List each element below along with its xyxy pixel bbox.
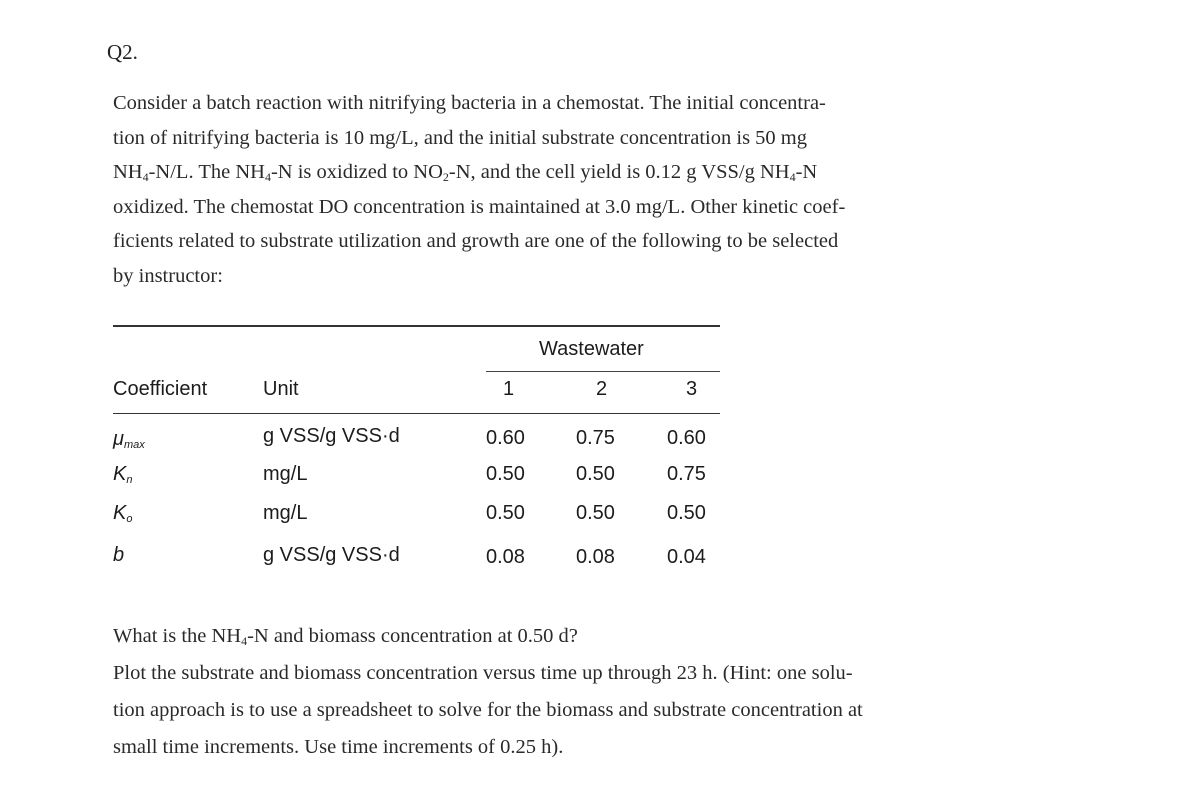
question-number: Q2. [107, 40, 138, 64]
statement-line-2: tion of nitrifying bacteria is 10 mg/L, and the initial substrate concentration is 50 mg [113, 126, 807, 149]
coef-kn [113, 463, 132, 486]
statement-line-1: Consider a batch reaction with nitrifying bacteria in a chemostat. The initial concentra- [113, 92, 826, 114]
value-cell: 0.60 [486, 427, 525, 449]
table-top-rule [113, 325, 720, 327]
col-1-header: 1 [503, 378, 515, 400]
statement-line-6: by instructor: [113, 264, 223, 287]
value-cell: 0.50 [576, 502, 615, 524]
value-cell: 0.08 [486, 546, 525, 568]
subscript-4: 4 [241, 634, 248, 648]
value-cell: 0.50 [667, 502, 706, 524]
text-nh: NH [113, 161, 143, 183]
symbol: K [113, 502, 127, 524]
statement-line-3 [113, 155, 1083, 190]
question-line-3: tion approach is to use a spreadsheet to solve for the biomass and substrate concentration at [113, 699, 863, 721]
value-cell: 0.75 [576, 427, 615, 449]
subscript-2: 2 [442, 170, 449, 184]
text-frag: -N, and the cell yield is 0.12 g VSS/g NH [448, 161, 790, 183]
symbol: K [113, 463, 127, 485]
coefficient-header: Coefficient [113, 378, 208, 400]
subscript-4: 4 [142, 170, 149, 184]
unit-header: Unit [263, 378, 299, 400]
statement-line-4: oxidized. The chemostat DO concentration is maintained at 3.0 mg/L. Other kinetic coef- [113, 195, 846, 218]
text-frag: -N is oxidized to NO [270, 161, 443, 183]
unit-cell: mg/L [263, 463, 308, 485]
problem-statement [113, 86, 1083, 293]
subscript-4: 4 [789, 170, 796, 184]
value-cell: 0.50 [486, 463, 525, 485]
symbol-subscript: n [126, 474, 133, 486]
symbol: b [113, 544, 125, 566]
unit-cell: g VSS/g VSS·d [263, 425, 400, 447]
value-cell: 0.75 [667, 463, 706, 485]
wastewater-rule [486, 371, 720, 372]
value-cell: 0.50 [486, 502, 525, 524]
value-cell: 0.50 [576, 463, 615, 485]
text-frag: -N and biomass concentration at 0.50 d? [247, 625, 578, 647]
questions-block [113, 618, 1083, 766]
symbol-subscript: o [126, 513, 133, 525]
wastewater-header: Wastewater [539, 338, 644, 360]
unit-cell: mg/L [263, 502, 308, 524]
text-frag: What is the NH [113, 625, 242, 647]
question-line-4: small time increments. Use time increments of 0.25 h). [113, 736, 564, 758]
col-2-header: 2 [596, 378, 608, 400]
question-line-2: Plot the substrate and biomass concentration versus time up through 23 h. (Hint: one solu- [113, 662, 853, 684]
symbol: μ [113, 428, 124, 450]
header-rule [113, 413, 720, 414]
coef-mu-max [113, 428, 145, 451]
col-3-header: 3 [686, 378, 698, 400]
subscript-4: 4 [264, 170, 271, 184]
statement-line-5: ficients related to substrate utilization and growth are one of the following to be selected [113, 230, 839, 252]
value-cell: 0.04 [667, 546, 706, 568]
value-cell: 0.08 [576, 546, 615, 568]
coef-b [113, 544, 124, 567]
value-cell: 0.60 [667, 427, 706, 449]
kinetic-coefficients-table [113, 325, 720, 585]
question-line-1 [113, 618, 1083, 655]
text-frag: -N/L. The NH [148, 161, 265, 183]
coef-ko [113, 502, 132, 525]
text-frag: -N [795, 161, 818, 183]
unit-cell: g VSS/g VSS·d [263, 544, 400, 566]
symbol-subscript: max [123, 439, 145, 451]
